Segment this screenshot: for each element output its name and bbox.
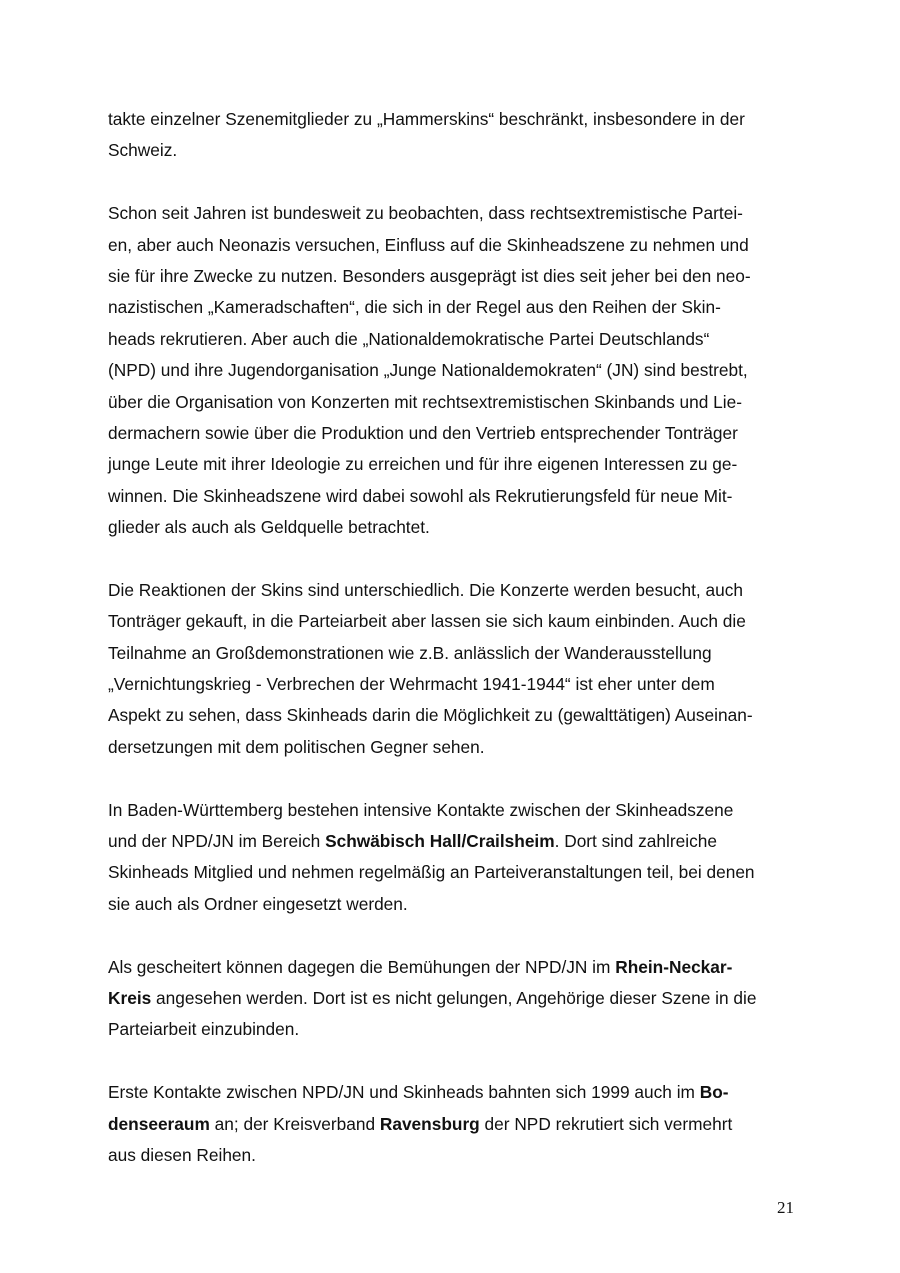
text-run: . Dort sind zahlreiche [554,830,717,851]
text-line: junge Leute mit ihrer Ideologie zu erreichen und für ihre eigenen Interessen zu ge- [108,454,738,475]
paragraph-baden-wuerttemberg [108,795,808,921]
text-run: an; der Kreisverband [209,1113,380,1134]
text-line [108,983,808,1014]
text-line: aus diesen Reihen. [108,1144,256,1165]
text-line: Schon seit Jahren ist bundesweit zu beobachten, dass rechtsextremistische Partei- [108,203,743,224]
text-line [108,1077,808,1108]
text-line: sie für ihre Zwecke zu nutzen. Besonders ausgeprägt ist dies seit jeher bei den neo- [108,265,751,286]
text-line: Skinheads Mitglied und nehmen regelmäßig an Parteiveranstaltungen teil, bei denen [108,862,755,883]
text-line: Aspekt zu sehen, dass Skinheads darin die Möglichkeit zu (gewalttätigen) Auseinan- [108,705,753,726]
paragraph-bodensee [108,1077,808,1171]
text-line: nazistischen „Kameradschaften“, die sich in der Regel aus den Reihen der Skin- [108,297,721,318]
bold-place-name: Ravensburg [379,1113,480,1134]
paragraph-hammerskins [108,104,808,167]
paragraph-parties-influence [108,198,808,543]
text-line: dermachern sowie über die Produktion und den Vertrieb entsprechender Tonträger [108,422,738,443]
text-line: glieder als auch als Geldquelle betrachtet. [108,517,430,538]
paragraph-rhein-neckar [108,952,808,1046]
bold-place-name: denseeraum [108,1113,210,1134]
text-line: Die Reaktionen der Skins sind unterschiedlich. Die Konzerte werden besucht, auch [108,579,743,600]
text-run: und der NPD/JN im Bereich [108,830,326,851]
bold-place-name: Rhein-Neckar- [615,956,733,977]
text-line: Teilnahme an Großdemonstrationen wie z.B. anlässlich der Wanderausstellung [108,642,712,663]
text-run: Erste Kontakte zwischen NPD/JN und Skinheads bahnten sich 1999 auch im [108,1082,700,1103]
text-line: Schweiz. [108,140,178,161]
text-line: takte einzelner Szenemitglieder zu „Hammerskins“ beschränkt, insbesondere in der [108,109,745,129]
text-run: angesehen werden. Dort ist es nicht gelungen, Angehörige dieser Szene in die [151,987,757,1008]
text-line: Parteiarbeit einzubinden. [108,1019,300,1040]
text-line: dersetzungen mit dem politischen Gegner sehen. [108,736,485,757]
text-line: winnen. Die Skinheadszene wird dabei sowohl als Rekrutierungsfeld für neue Mit- [108,485,733,506]
document-body [108,104,808,1203]
bold-place-name: Kreis [108,987,152,1008]
text-line [108,1109,808,1140]
bold-place-name: Schwäbisch Hall/Crailsheim [325,830,555,851]
text-line: heads rekrutieren. Aber auch die „Nationaldemokratische Partei Deutschlands“ [108,328,710,349]
text-line: sie auch als Ordner eingesetzt werden. [108,893,408,914]
page-number: 21 [777,1198,794,1217]
text-line [108,826,808,857]
text-line: (NPD) und ihre Jugendorganisation „Junge Nationaldemokraten“ (JN) sind bestrebt, [108,360,748,381]
text-run: Als gescheitert können dagegen die Bemühungen der NPD/JN im [108,956,616,977]
text-run: der NPD rekrutiert sich vermehrt [479,1113,733,1134]
bold-place-name: Bo- [699,1082,729,1103]
text-line: „Vernichtungskrieg - Verbrechen der Wehrmacht 1941-1944“ ist eher unter dem [108,674,715,695]
text-line: en, aber auch Neonazis versuchen, Einfluss auf die Skinheadszene zu nehmen und [108,234,749,255]
text-line [108,952,808,983]
text-line: In Baden-Württemberg bestehen intensive Kontakte zwischen der Skinheadszene [108,799,734,820]
paragraph-skins-reactions [108,575,808,763]
text-line: über die Organisation von Konzerten mit rechtsextremistischen Skinbands und Lie- [108,391,742,412]
text-line: Tonträger gekauft, in die Parteiarbeit aber lassen sie sich kaum einbinden. Auch die [108,611,746,632]
